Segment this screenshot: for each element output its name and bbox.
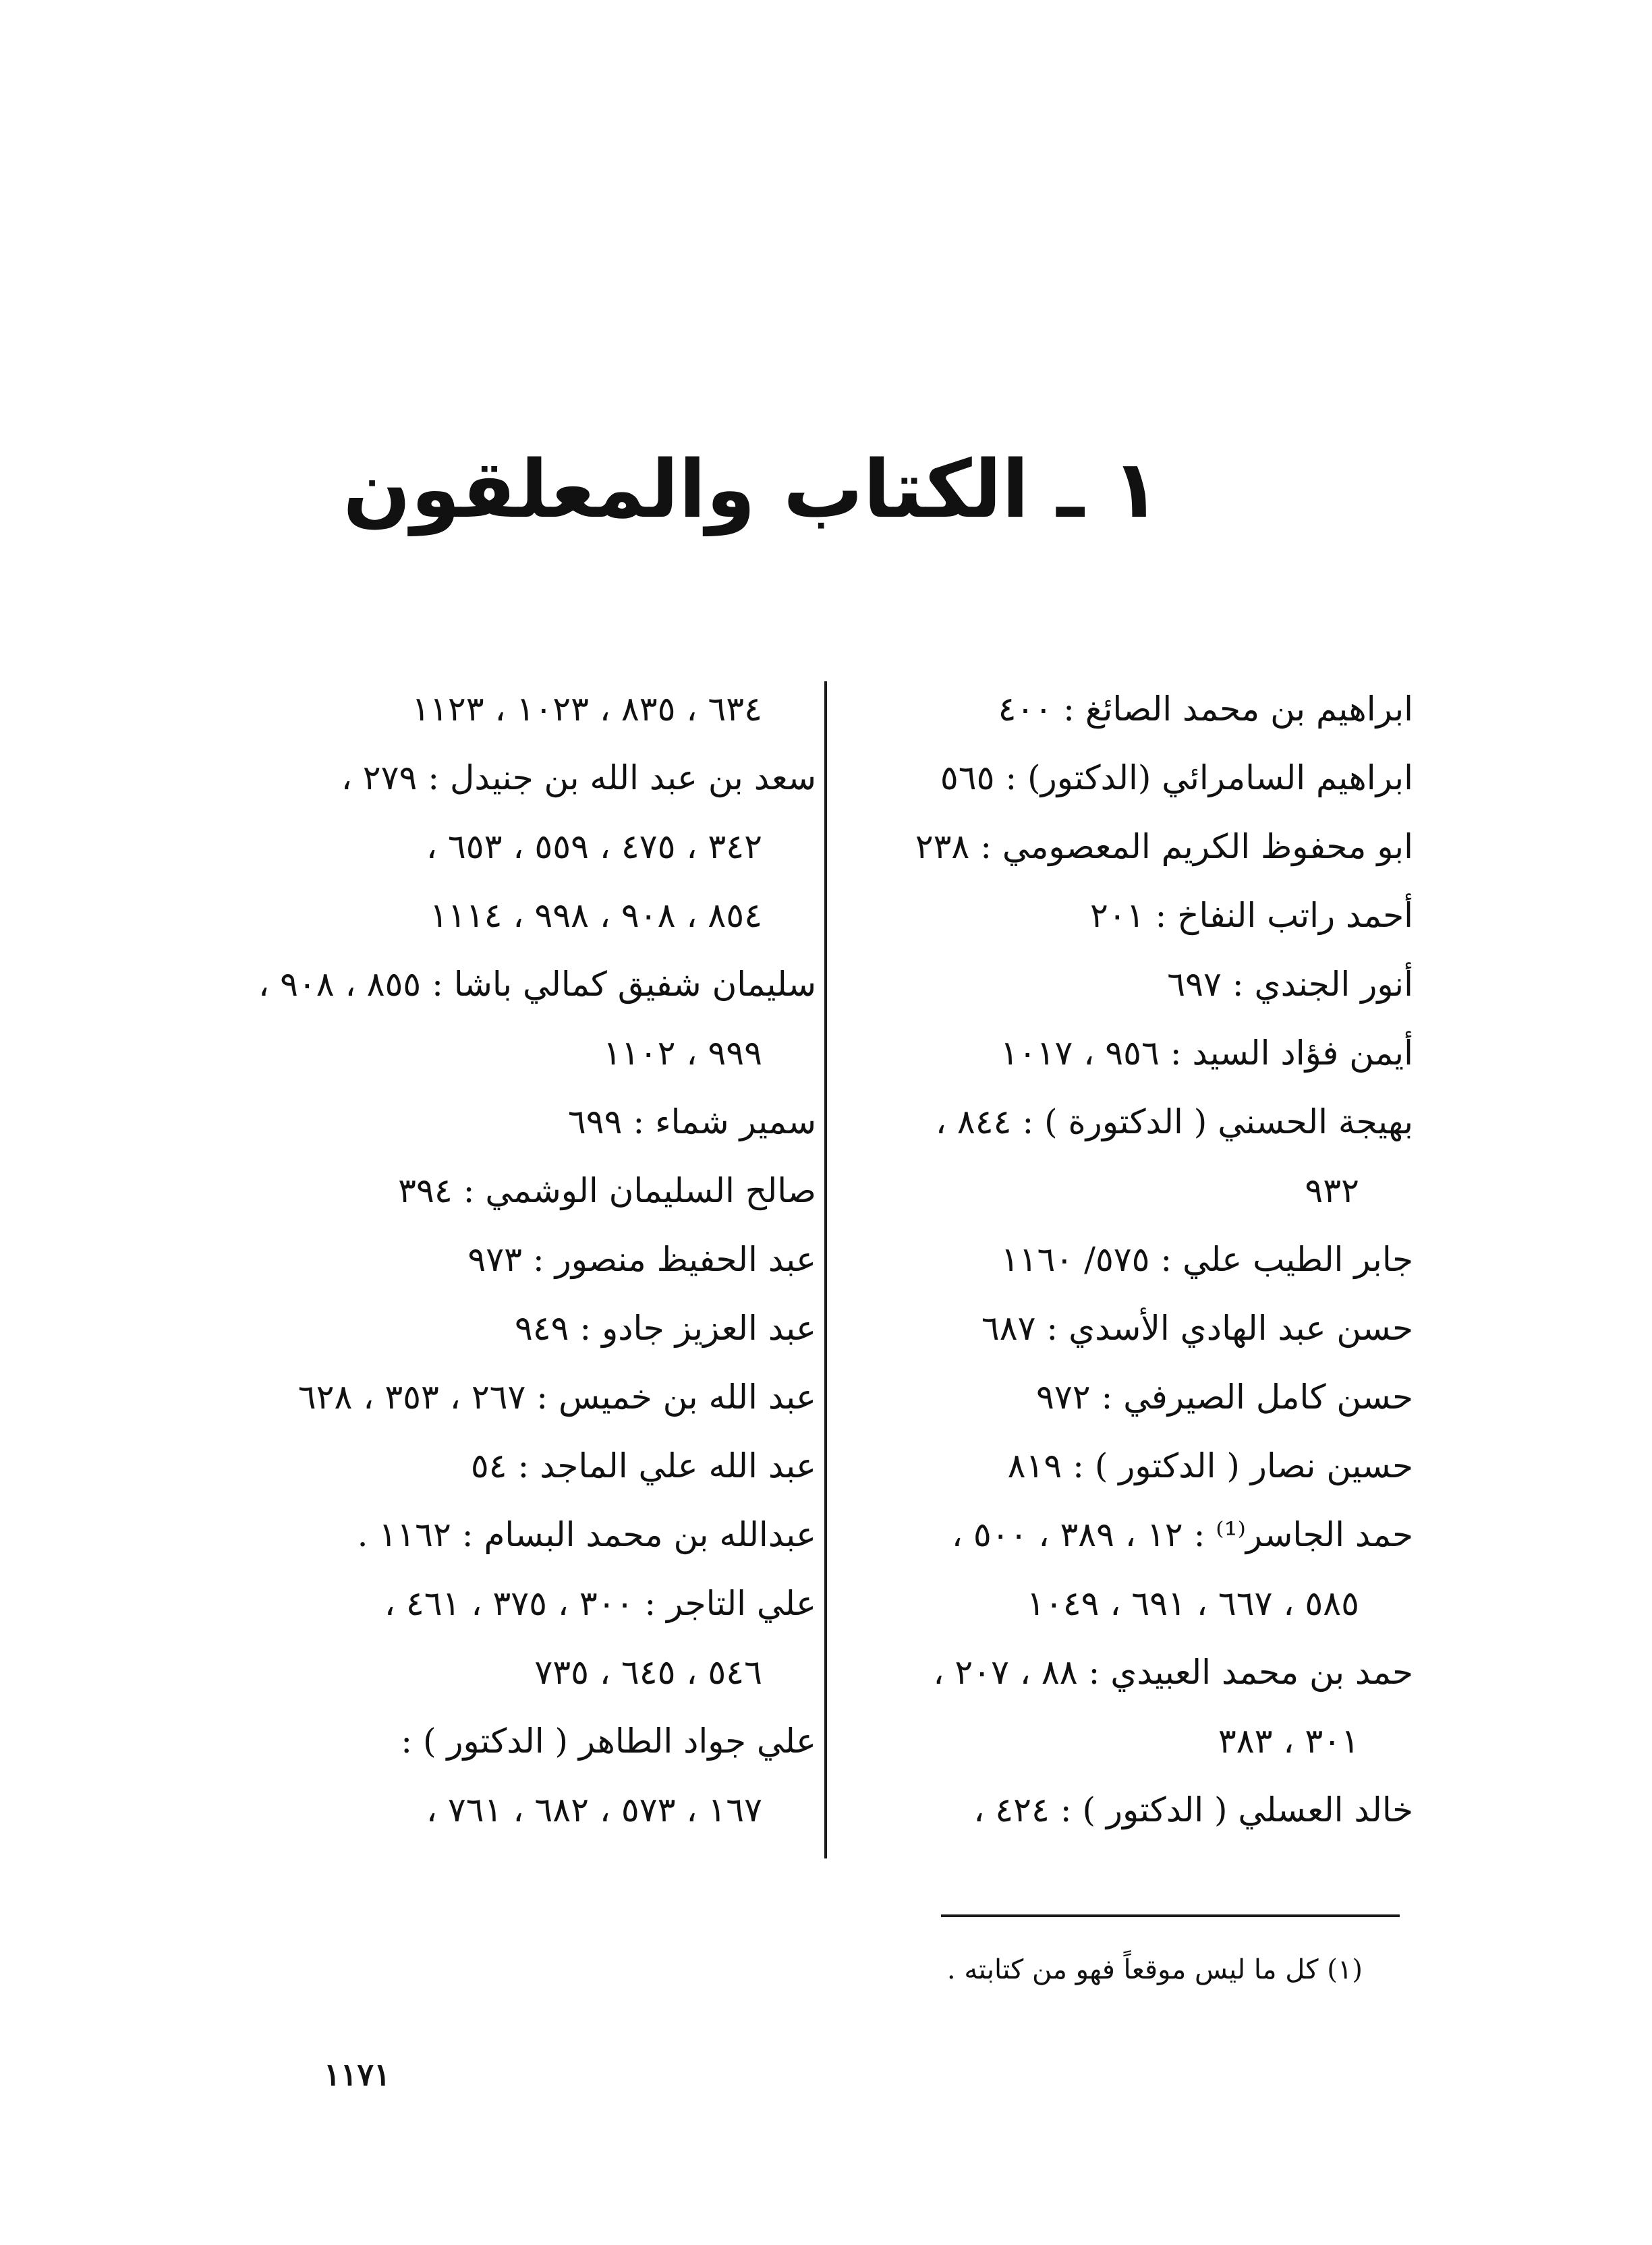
right-column-entry: حمد بن محمد العبيدي : ٨٨ ، ٢٠٧ ، [933, 1653, 1413, 1692]
left-column-entry: سعد بن عبد الله بن جنيدل : ٢٧٩ ، [341, 758, 816, 797]
right-column-entry: حسن عبد الهادي الأسدي : ٦٨٧ [981, 1309, 1413, 1348]
footnote-rule [941, 1914, 1400, 1917]
right-column-entry: ٣٠١ ، ٣٨٣ [1218, 1722, 1359, 1761]
right-column-entry: حمد الجاسر⁽¹⁾ : ١٢ ، ٣٨٩ ، ٥٠٠ ، [951, 1515, 1413, 1554]
left-column-entry: سمير شماء : ٦٩٩ [567, 1102, 816, 1141]
right-column-entry: خالد العسلي ( الدكتور ) : ٤٢٤ ، [973, 1790, 1413, 1829]
section-title: ١ ـ الكتاب والمعلقون [343, 443, 1160, 536]
left-column-entry: عبدالله بن محمد البسام : ١١٦٢ . [357, 1515, 816, 1554]
right-column-entry: حسن كامل الصيرفي : ٩٧٢ [1036, 1377, 1413, 1417]
left-column-entry: ٣٤٢ ، ٤٧٥ ، ٥٥٩ ، ٦٥٣ ، [426, 827, 762, 866]
left-column-entry: صالح السليمان الوشمي : ٣٩٤ [398, 1171, 816, 1210]
left-column-entry: ٦٣٤ ، ٨٣٥ ، ١٠٢٣ ، ١١٢٣ [411, 689, 762, 729]
right-column-entry: حسين نصار ( الدكتور ) : ٨١٩ [1007, 1446, 1413, 1485]
right-column-entry: بهيجة الحسني ( الدكتورة ) : ٨٤٤ ، [935, 1102, 1413, 1141]
right-column-entry: ٥٨٥ ، ٦٦٧ ، ٦٩١ ، ١٠٤٩ [1027, 1584, 1359, 1623]
page-number: ١١٧١ [324, 2056, 391, 2093]
right-column-entry: ابراهيم السامرائي (الدكتور) : ٥٦٥ [940, 758, 1413, 797]
left-column-entry: ٥٤٦ ، ٦٤٥ ، ٧٣٥ [534, 1653, 762, 1692]
right-column-entry: ابراهيم بن محمد الصائغ : ٤٠٠ [998, 689, 1413, 729]
left-column-entry: ١٦٧ ، ٥٧٣ ، ٦٨٢ ، ٧٦١ ، [426, 1790, 762, 1829]
left-column-entry: ٩٩٩ ، ١١٠٢ [603, 1033, 762, 1073]
left-column-entry: عبد الحفيظ منصور : ٩٧٣ [467, 1240, 816, 1279]
left-column-entry: عبد الله بن خميس : ٢٦٧ ، ٣٥٣ ، ٦٢٨ [297, 1377, 816, 1417]
right-column-entry: أنور الجندي : ٦٩٧ [1167, 965, 1413, 1004]
index-column-right [840, 675, 1413, 1844]
right-column-entry: ٩٣٢ [1305, 1171, 1359, 1210]
left-column-entry: سليمان شفيق كمالي باشا : ٨٥٥ ، ٩٠٨ ، [258, 965, 816, 1004]
left-column-entry: عبد العزيز جادو : ٩٤٩ [514, 1309, 816, 1348]
right-column-entry: أحمد راتب النفاخ : ٢٠١ [1089, 896, 1413, 935]
right-column-entry: جابر الطيب علي : ٥٧٥/ ١١٦٠ [1000, 1240, 1413, 1279]
left-column-entry: علي جواد الطاهر ( الدكتور ) : [401, 1722, 816, 1761]
left-column-entry: ٨٥٤ ، ٩٠٨ ، ٩٩٨ ، ١١١٤ [430, 896, 762, 935]
index-column-left [243, 675, 816, 1844]
right-column-entry: ابو محفوظ الكريم المعصومي : ٢٣٨ [915, 827, 1413, 866]
footnote: (١) كل ما ليس موقعاً فهو من كتابته . [946, 1954, 1363, 1985]
column-divider [824, 681, 827, 1858]
left-column-entry: علي التاجر : ٣٠٠ ، ٣٧٥ ، ٤٦١ ، [384, 1584, 816, 1623]
right-column-entry: أيمن فؤاد السيد : ٩٥٦ ، ١٠١٧ [1000, 1033, 1413, 1073]
left-column-entry: عبد الله علي الماجد : ٥٤ [470, 1446, 816, 1485]
